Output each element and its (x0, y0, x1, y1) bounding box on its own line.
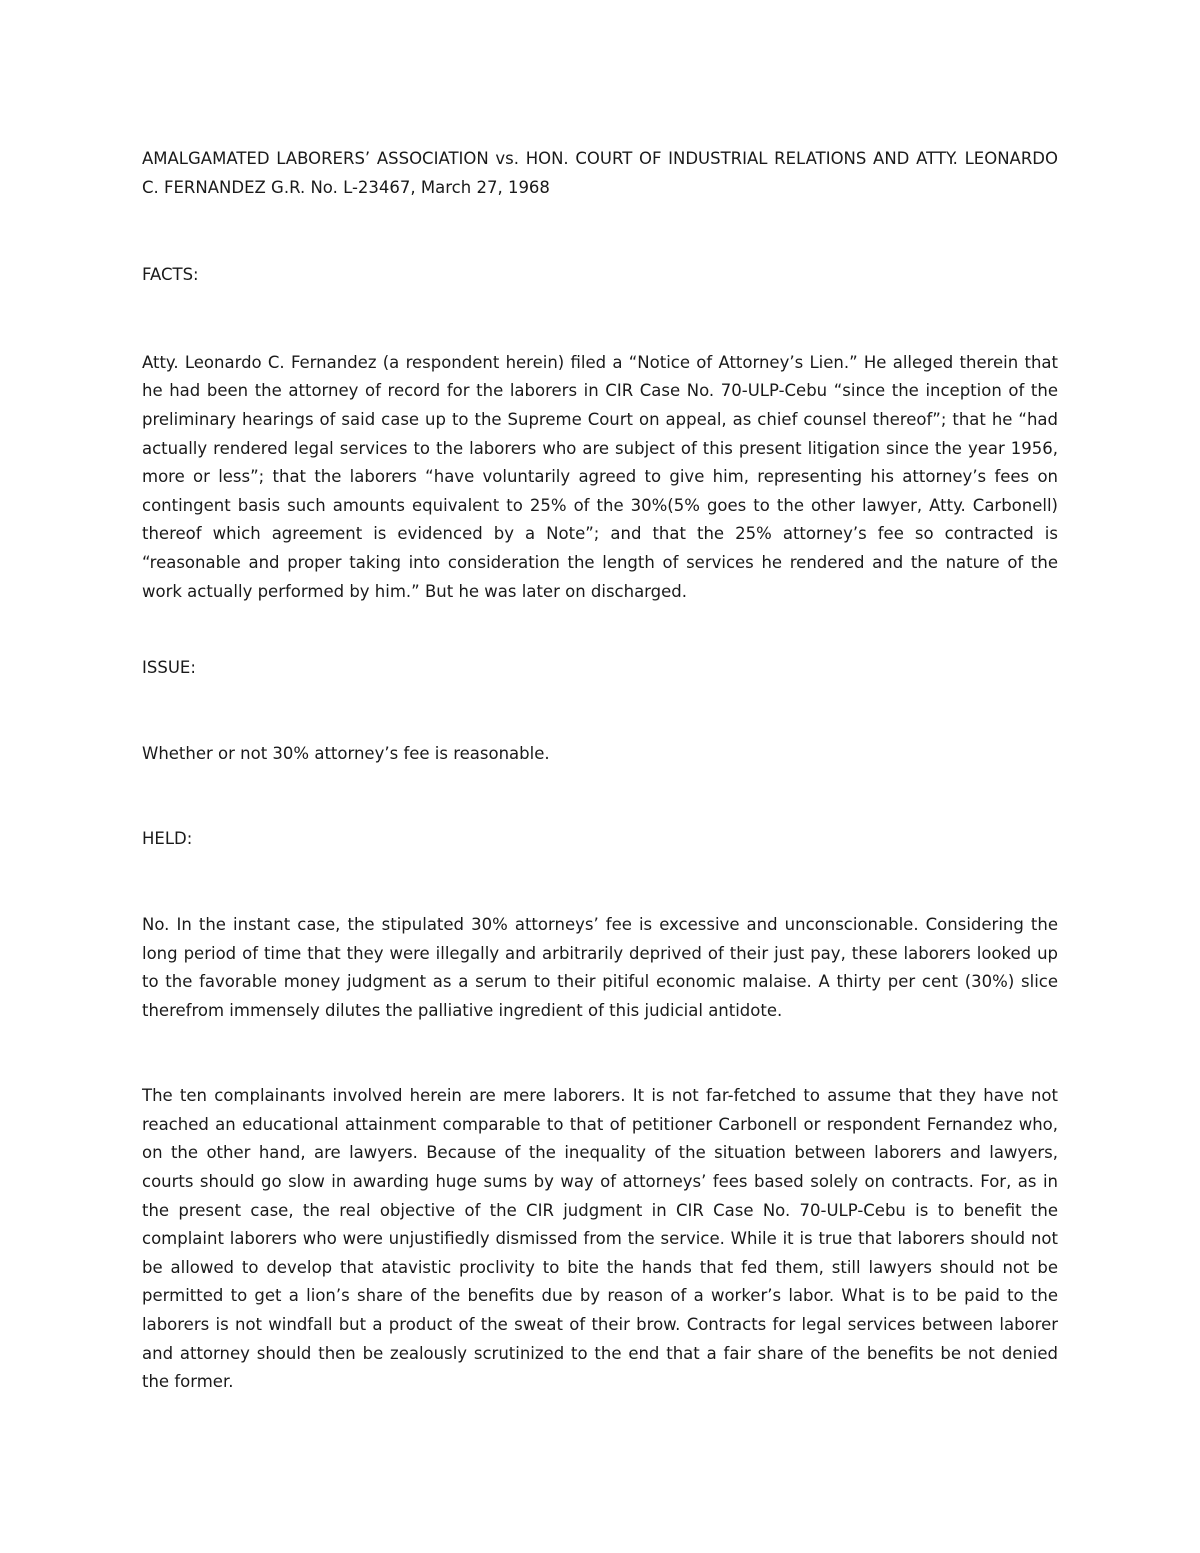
facts-heading: FACTS: (142, 265, 199, 285)
document-content (142, 145, 1058, 1397)
held-paragraph: The ten complainants involved herein are mere laborers. It is not far-fetched to assume that they have not reached an educational attainment comparable to that of petitioner Carbonell or respondent Fernandez who, on the other hand, are lawyers. Because of the inequality of the situation between laborers and lawyers, courts should go slow in awarding huge sums by way of attorneys’ fees based solely on contracts. For, as in the present case, the real objective of the CIR judgment in CIR Case No. 70-ULP-Cebu is to benefit the complaint laborers who were unjustifiedly dismissed from the service. While it is true that laborers should not be allowed to develop that atavistic proclivity to bite the hands that fed them, still lawyers should not be permitted to get a lion’s share of the benefits due by reason of a worker’s labor. What is to be paid to the laborers is not windfall but a product of the sweat of their brow. Contracts for legal services between laborer and attorney should then be zealously scrutinized to the end that a fair share of the benefits be not denied the former. (142, 1086, 1058, 1392)
held-paragraph: No. In the instant case, the stipulated 30% attorneys’ fee is excessive and unconscionable. Considering the long period of time that they were illegally and arbitrarily deprived of their just pay, these laborers looked up to the favorable money judgment as a serum to their pitiful economic malaise. A thirty per cent (30%) slice therefrom immensely dilutes the palliative ingredient of this judicial antidote. (142, 914, 1058, 1020)
issue-heading: ISSUE: (142, 658, 196, 678)
case-title: AMALGAMATED LABORERS’ ASSOCIATION vs. HON. COURT OF INDUSTRIAL RELATIONS AND ATTY. LEONARDO C. FERNANDEZ G.R. No. L-23467, March 27, 1968 (142, 149, 1058, 197)
issue-paragraph: Whether or not 30% attorney’s fee is reasonable. (142, 743, 550, 763)
facts-paragraph: Atty. Leonardo C. Fernandez (a respondent herein) filed a “Notice of Attorney’s Lien.” He alleged therein that he had been the attorney of record for the laborers in CIR Case No. 70-ULP-Cebu “since the inception of the preliminary hearings of said case up to the Supreme Court on appeal, as chief counsel thereof”; that he “had actually rendered legal services to the laborers who are subject of this present litigation since the year 1956, more or less”; that the laborers “have voluntarily agreed to give him, representing his attorney’s fees on contingent basis such amounts equivalent to 25% of the 30%(5% goes to the other lawyer, Atty. Carbonell) thereof which agreement is evidenced by a Note”; and that the 25% attorney’s fee so contracted is “reasonable and proper taking into consideration the length of services he rendered and the nature of the work actually performed by him.” But he was later on discharged. (142, 352, 1058, 601)
held-heading: HELD: (142, 829, 193, 849)
